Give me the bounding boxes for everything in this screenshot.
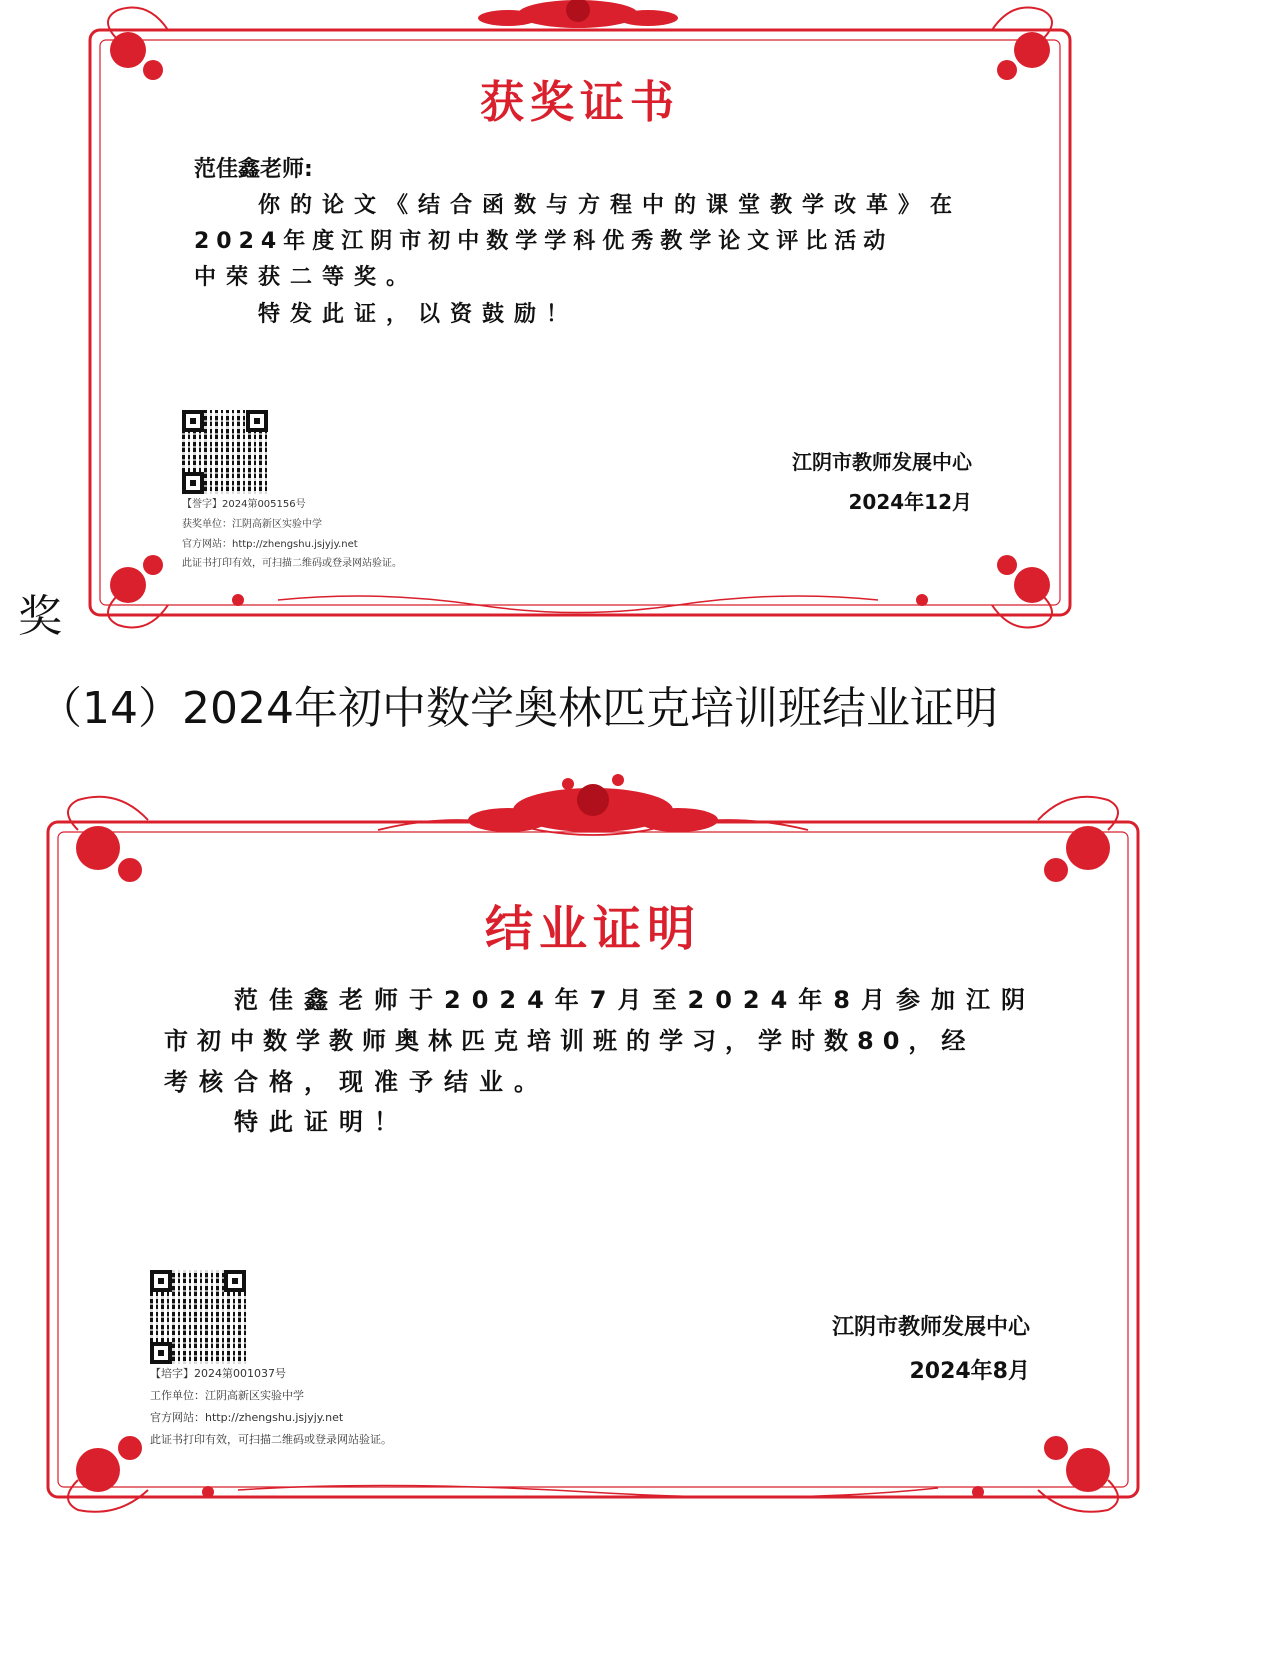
award-body-line-3: 中荣获二等奖。 (194, 265, 419, 290)
completion-unit: 工作单位：江阴高新区实验中学 (150, 1389, 304, 1402)
award-recipient: 范佳鑫老师: (194, 157, 313, 182)
award-body-line-4: 特发此证，以资鼓励！ (258, 302, 579, 327)
completion-body-line-2: 市初中数学教师奥林匹克培训班的学习，学时数80，经 (164, 1027, 975, 1055)
completion-body-line-3: 考核合格，现准予结业。 (164, 1068, 549, 1096)
award-issuer: 江阴市教师发展中心 (792, 450, 972, 474)
award-unit: 获奖单位：江阴高新区实验中学 (182, 519, 322, 530)
award-qr-code (182, 410, 268, 494)
award-title: 获奖证书 (480, 77, 680, 128)
completion-cert-number: 【培字】2024第001037号 (150, 1367, 286, 1380)
completion-date: 2024年8月 (909, 1359, 1030, 1384)
completion-certificate (38, 770, 1148, 1515)
certificate-border-decoration (38, 770, 1148, 1515)
completion-body-line-1: 范佳鑫老师于2024年7月至2024年8月参加江阴 (234, 986, 1036, 1014)
completion-website: 官方网站：http://zhengshu.jsjyjy.net (150, 1411, 344, 1424)
award-body-line-1: 你的论文《结合函数与方程中的课堂教学改革》在 (258, 193, 963, 218)
award-body-line-2: 2024年度江阴市初中数学学科优秀教学论文评比活动 (194, 229, 893, 254)
award-website: 官方网站：http://zhengshu.jsjyjy.net (182, 539, 358, 550)
completion-note: 此证书打印有效，可扫描二维码或登录网站验证。 (150, 1433, 392, 1446)
completion-body-line-4: 特此证明！ (234, 1108, 409, 1136)
completion-qr-code (150, 1270, 246, 1364)
completion-title: 结业证明 (484, 901, 701, 957)
award-note: 此证书打印有效，可扫描二维码或登录网站验证。 (182, 558, 402, 569)
award-certificate (78, 0, 1082, 635)
award-date: 2024年12月 (848, 490, 972, 514)
section-heading: （14）2024年初中数学奥林匹克培训班结业证明 (38, 683, 998, 734)
stray-character: 奖 (18, 591, 62, 642)
completion-issuer: 江阴市教师发展中心 (831, 1315, 1030, 1340)
award-cert-number: 【誉字】2024第005156号 (182, 499, 306, 510)
